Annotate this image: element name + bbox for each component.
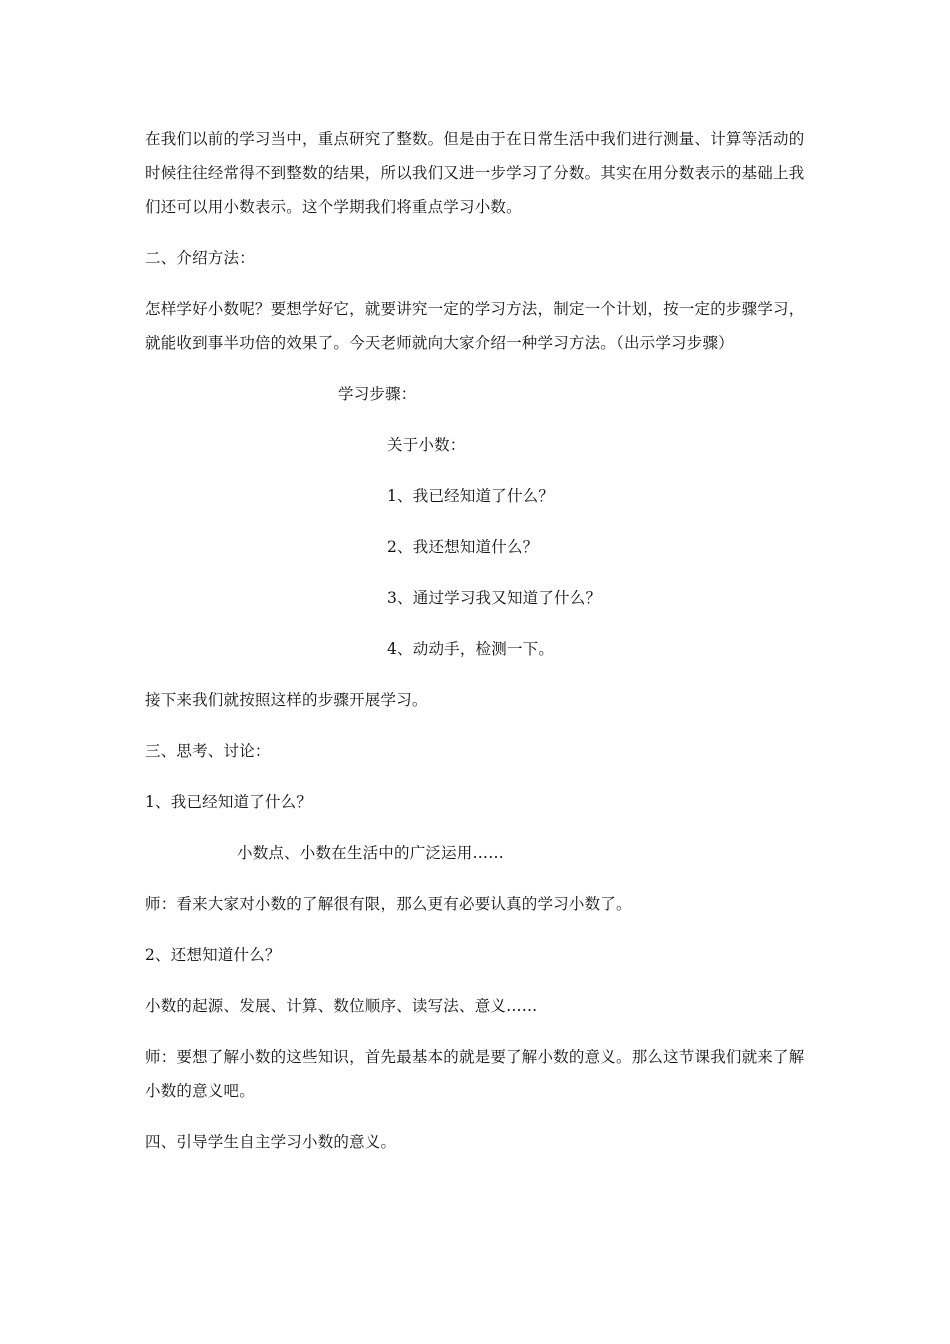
step-item: 2、我还想知道什么？ xyxy=(387,538,539,556)
document-body xyxy=(145,122,810,1176)
transition-paragraph: 接下来我们就按照这样的步骤开展学习。 xyxy=(145,691,428,709)
steps-subtitle: 关于小数： xyxy=(387,436,466,454)
step-item: 4、动动手，检测一下。 xyxy=(387,640,555,658)
step-item: 1、我已经知道了什么？ xyxy=(387,487,555,505)
section-heading-discussion: 三、思考、讨论： xyxy=(145,742,271,760)
discussion-answer: 小数点、小数在生活中的广泛运用…… xyxy=(237,844,504,862)
discussion-answer: 小数的起源、发展、计算、数位顺序、读写法、意义…… xyxy=(145,997,538,1015)
discussion-question: 1、我已经知道了什么？ xyxy=(145,793,313,811)
section-heading-method: 二、介绍方法： xyxy=(145,249,255,267)
teacher-remark: 师：要想了解小数的这些知识，首先最基本的就是要了解小数的意义。那么这节课我们就来了解小数的意义吧。 xyxy=(145,1048,805,1100)
teacher-remark: 师：看来大家对小数的了解很有限，那么更有必要认真的学习小数了。 xyxy=(145,895,632,913)
discussion-question: 2、还想知道什么？ xyxy=(145,946,281,964)
section-heading-guide: 四、引导学生自主学习小数的意义。 xyxy=(145,1133,397,1151)
steps-title: 学习步骤： xyxy=(338,385,417,403)
step-item: 3、通过学习我又知道了什么？ xyxy=(387,589,602,607)
intro-paragraph: 在我们以前的学习当中，重点研究了整数。但是由于在日常生活中我们进行测量、计算等活动的时候往往经常得不到整数的结果，所以我们又进一步学习了分数。其实在用分数表示的基础上我们还可以用小数表示。这个学期我们将重点学习小数。 xyxy=(145,130,805,216)
method-paragraph: 怎样学好小数呢？要想学好它，就要讲究一定的学习方法，制定一个计划，按一定的步骤学习，就能收到事半功倍的效果了。今天老师就向大家介绍一种学习方法。（出示学习步骤） xyxy=(145,300,805,352)
